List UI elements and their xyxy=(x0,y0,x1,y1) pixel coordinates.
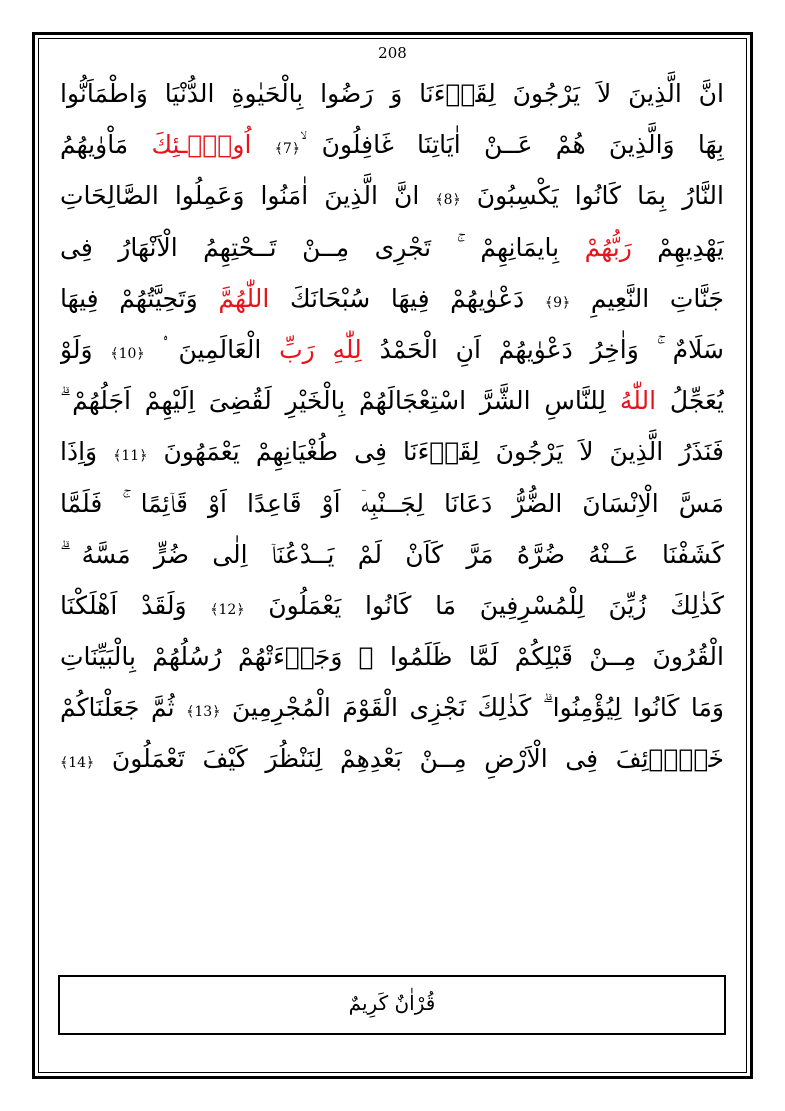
verse-text: بِهَا وَالَّذِينَ هُمْ عَــنْ اٰيَاتِنَا غَافِلُونَ ۙ xyxy=(300,130,724,160)
text-line xyxy=(60,580,724,631)
divine-name-text: رَبُّهُمْ xyxy=(584,232,632,262)
divine-name-text: اللّٰهُ xyxy=(619,386,657,416)
text-line xyxy=(60,273,724,324)
text-line xyxy=(60,170,724,221)
verse-text: ثُمَّ جَعَلْنَاكُمْ xyxy=(60,693,187,723)
verse-text: وَاِذَا xyxy=(60,437,114,467)
text-line xyxy=(60,119,724,170)
verse-text: انَّ الَّذِينَ اٰمَنُوا وَعَمِلُوا الصَّالِحَاتِ xyxy=(60,181,436,211)
verse-text: وَتَحِيَّتُهُمْ فِيهَا xyxy=(60,283,219,313)
verse-text: خَلَاۤئِفَ فِى الْاَرْضِ مِــنْ بَعْدِهِمْ لِنَنْظُرَ كَيْفَ تَعْمَلُونَ xyxy=(94,744,724,774)
verse-text xyxy=(251,130,274,159)
verse-text: كَشَفْنَا عَــنْهُ ضُرَّهُ مَرَّ كَاَنْ لَمْ يَــدْعُنَاۤ اِلٰى ضُرٍّ مَسَّهُ ۗ xyxy=(60,539,724,569)
quran-text-block xyxy=(60,68,724,785)
verse-text: وَلَقَدْ اَهْلَكْنَا xyxy=(60,590,211,620)
footer-box xyxy=(58,975,726,1035)
text-line xyxy=(60,631,724,682)
verse-text: فَنَذَرُ الَّذِينَ لاَ يَرْجُونَ لِقَاۤءَنَا فِى طُغْيَانِهِمْ يَعْمَهُونَ xyxy=(147,437,724,467)
text-line xyxy=(60,222,724,273)
verse-number: ﴿9﴾ xyxy=(544,294,571,311)
verse-number: ﴿13﴾ xyxy=(186,704,221,721)
verse-number: ﴿11﴾ xyxy=(113,448,148,465)
footer-title: قُرْاٰنٌ كَرِيمٌ xyxy=(348,991,436,1015)
verse-number: ﴿7﴾ xyxy=(274,141,301,158)
verse-text: مَسَّ الْاِنْسَانَ الضُّرُّ دَعَانَا لِجَــنْبِهۤ اَوْ قَاعِدًا اَوْ قَاۤئِمًا ۚ فَلَمَّا xyxy=(60,488,724,518)
verse-text: يَهْدِيهِمْ xyxy=(631,232,724,262)
verse-text: جَنَّاتِ النَّعِيمِ xyxy=(570,283,724,313)
divine-name-text: اللّٰهُمَّ xyxy=(218,283,270,313)
text-line xyxy=(60,324,724,375)
page-number: 208 xyxy=(378,44,407,62)
verse-text: سَلَامٌ ۚ وَاٰخِرُ دَعْوٰيهُمْ اَنِ الْحَمْدُ xyxy=(361,334,724,364)
verse-text: النَّارُ بِمَا كَانُوا يَكْسِبُونَ xyxy=(460,181,724,211)
text-line xyxy=(60,68,724,119)
verse-text: الْعَالَمِينَ ۟ xyxy=(144,334,280,364)
verse-text: وَمَا كَانُوا لِيُؤْمِنُوا ۗ كَذٰلِكَ نَجْزِى الْقَوْمَ الْمُجْرِمِينَ xyxy=(220,693,724,723)
verse-text: كَذٰلِكَ زُيِّنَ لِلْمُسْرِفِينَ مَا كَانُوا يَعْمَلُونَ xyxy=(244,590,724,620)
verse-text: بِايمَانِهِمْ ۚ تَجْرِى مِــنْ تَــحْتِهِمُ الْاَنْهَارُ فِى xyxy=(60,232,585,262)
text-line xyxy=(60,426,724,477)
text-line xyxy=(60,478,724,529)
verse-text: انَّ الَّذِينَ لاَ يَرْجُونَ لِقَاۤءَنَا وَ رَضُوا بِالْحَيٰوةِ الدُّنْيَا وَاطْمَاَنُّوا xyxy=(60,79,724,108)
verse-number: ﴿14﴾ xyxy=(60,755,95,772)
verse-number: ﴿12﴾ xyxy=(210,601,245,618)
verse-text: يُعَجِّلُ xyxy=(656,386,724,416)
text-line xyxy=(60,682,724,733)
text-line xyxy=(60,733,724,784)
verse-text: الْقُرُونَ مِــنْ قَبْلِكُمْ لَمَّا ظَلَمُوا ۙ وَجَاۤءَتْهُمْ رُسُلُهُمْ بِالْبَيِّنَاتِ xyxy=(60,642,724,672)
verse-text: وَلَوْ xyxy=(60,334,111,364)
verse-text: لِلنَّاسِ الشَّرَّ اسْتِعْجَالَهُمْ بِالْخَيْرِ لَقُضِىَ اِلَيْهِمْ اَجَلُهُمْ ۗ xyxy=(60,386,620,416)
verse-number: ﴿8﴾ xyxy=(435,192,461,209)
verse-number: ﴿10﴾ xyxy=(110,345,145,362)
divine-name-text: اُولٰۤـئِكَ xyxy=(151,130,252,160)
verse-text: دَعْوٰيهُمْ فِيهَا سُبْحَانَكَ xyxy=(269,283,545,313)
verse-text: مَاْوٰيهُمُ xyxy=(60,130,152,160)
text-line xyxy=(60,529,724,580)
divine-name-text: لِلّٰهِ رَبِّ xyxy=(279,334,362,364)
text-line xyxy=(60,375,724,426)
